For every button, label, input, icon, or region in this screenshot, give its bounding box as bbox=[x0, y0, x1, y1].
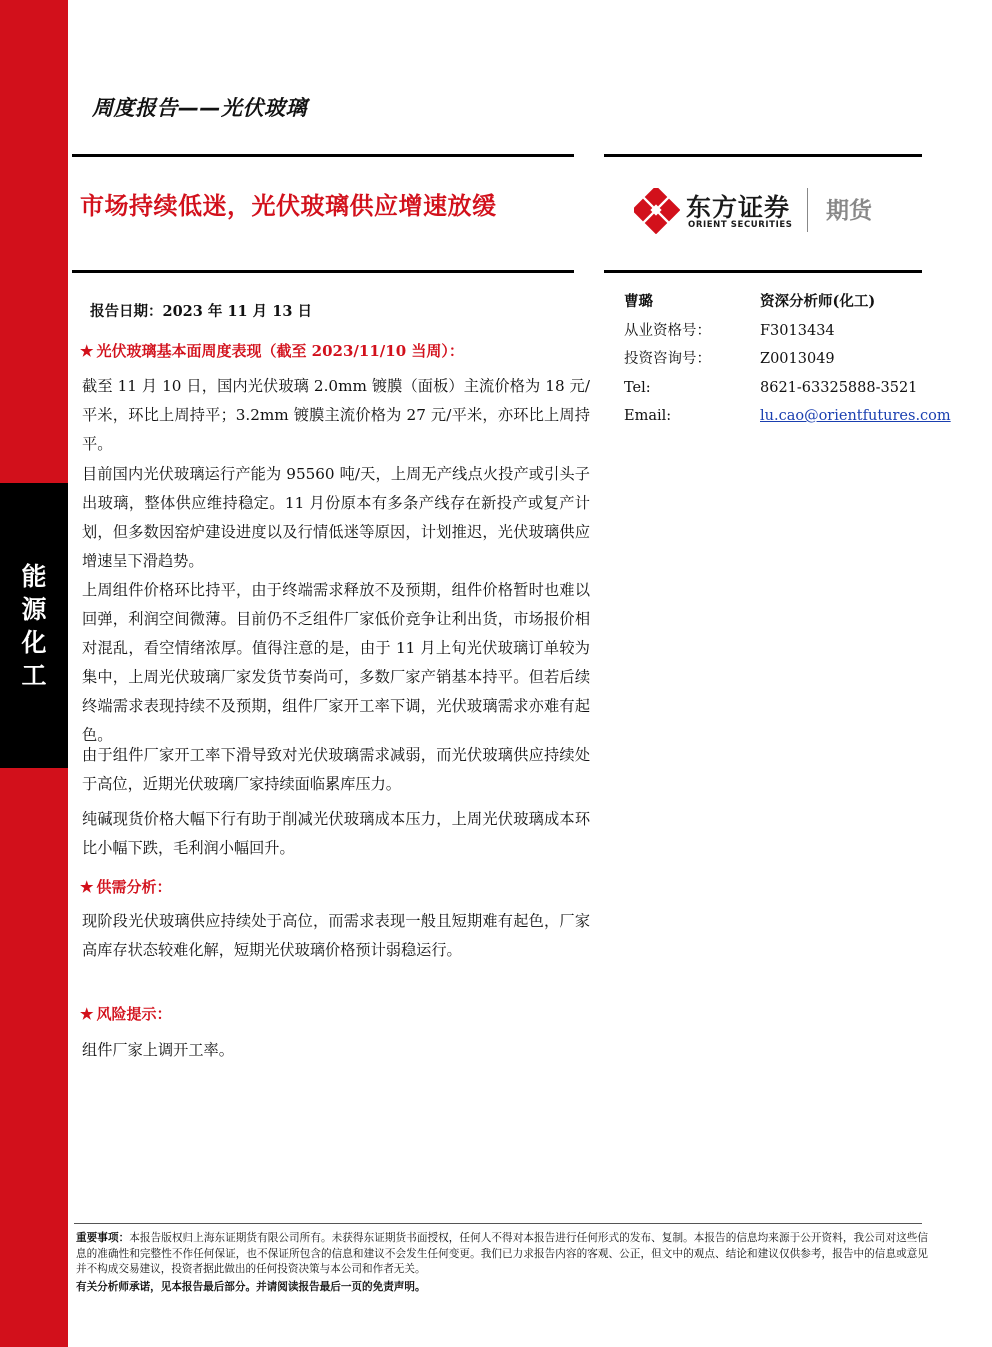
category-label bbox=[16, 560, 52, 692]
category-char: 化 bbox=[21, 628, 47, 657]
analyst-email-row bbox=[624, 402, 951, 431]
paragraph: 组件厂家上调开工率。 bbox=[82, 1041, 234, 1059]
email-link[interactable]: lu.cao@orientfutures.com bbox=[760, 408, 951, 424]
title-rule-bottom bbox=[72, 270, 574, 273]
star-icon: ★ bbox=[80, 342, 94, 360]
company-logo bbox=[632, 186, 892, 236]
disclaimer-label: 重要事项： bbox=[76, 1232, 130, 1244]
section-heading-text: 风险提示： bbox=[96, 1005, 172, 1023]
category-char: 源 bbox=[21, 595, 47, 624]
section-heading bbox=[80, 1003, 171, 1024]
disclaimer bbox=[76, 1231, 928, 1278]
license-value: F3013434 bbox=[760, 322, 835, 339]
logo-divider bbox=[807, 188, 808, 232]
analyst-tel-row bbox=[624, 374, 944, 403]
disclaimer-rule bbox=[74, 1223, 922, 1224]
orient-diamond-logo-icon bbox=[634, 188, 680, 234]
analyst-title: 资深分析师(化工) bbox=[760, 293, 876, 310]
analyst-license-row bbox=[624, 317, 944, 346]
tel-label: Tel: bbox=[624, 379, 651, 396]
paragraph: 目前国内光伏玻璃运行产能为 95560 吨/天，上周无产线点火投产或引头子出玻璃，整体供应维持稳定。11 月份原本有多条产线存在新投产或复产计划，但多数因窑炉建设进度以及行情低迷等原因，计划推迟，光伏玻璃供应增速呈下滑趋势。 bbox=[82, 465, 590, 570]
logo-cn-text: 东方证券 bbox=[686, 193, 791, 222]
section-heading bbox=[80, 340, 464, 361]
paragraph: 上周组件价格环比持平，由于终端需求释放不及预期，组件价格暂时也难以回弹，利润空间微薄。目前仍不乏组件厂家低价竞争让利出货，市场报价相对混乱，看空情绪浓厚。值得注意的是，由于 11 月上旬光伏玻璃订单较为集中，上周光伏玻璃厂家发货节奏尚可，多数厂家产销基本持平。但若后续终端需求表现持续不及预期，组件厂家开工率下调，光伏玻璃需求亦难有起色。 bbox=[82, 581, 590, 744]
logo-rule-bottom bbox=[604, 270, 922, 273]
analyst-info bbox=[624, 288, 951, 431]
license-label: 从业资格号： bbox=[624, 322, 711, 339]
paragraph: 纯碱现货价格大幅下行有助于削减光伏玻璃成本压力，上周光伏玻璃成本环比小幅下跌，毛利润小幅回升。 bbox=[82, 810, 590, 857]
paragraph: 截至 11 月 10 日，国内光伏玻璃 2.0mm 镀膜（面板）主流价格为 18 元/平米，环比上周持平；3.2mm 镀膜主流价格为 27 元/平米，亦环比上周持平。 bbox=[82, 377, 590, 453]
section-heading-text: 光伏玻璃基本面周度表现（截至 2023/11/10 当周）： bbox=[96, 342, 464, 360]
star-icon: ★ bbox=[80, 878, 94, 896]
analyst-name: 曹璐 bbox=[624, 293, 653, 310]
report-type: 周度报告——光伏玻璃 bbox=[92, 96, 307, 120]
section-heading-text: 供需分析： bbox=[96, 878, 172, 896]
section-heading bbox=[80, 876, 171, 897]
consult-value: Z0013049 bbox=[760, 351, 835, 367]
category-char: 工 bbox=[21, 661, 47, 690]
paragraph: 现阶段光伏玻璃供应持续处于高位，而需求表现一般且短期难有起色，厂家高库存状态较难化解，短期光伏玻璃价格预计弱稳运行。 bbox=[82, 912, 590, 959]
category-char: 能 bbox=[21, 562, 47, 591]
star-icon: ★ bbox=[80, 1005, 94, 1023]
title-rule-top bbox=[72, 154, 574, 157]
disclaimer-analyst-note: 有关分析师承诺，见本报告最后部分。并请阅读报告最后一页的免责声明。 bbox=[76, 1281, 426, 1293]
disclaimer-text: 本报告版权归上海东证期货有限公司所有。未获得东证期货书面授权，任何人不得对本报告进行任何形式的发布、复制。本报告的信息均来源于公开资料，我公司对这些信息的准确性和完整性不作任何保证，也不保证所包含的信息和建议不会发生任何变更。我们已力求报告内容的客观、公正，但文中的观点、结论和建议仅供参考，报告中的信息或意见并不构成交易建议，投资者据此做出的任何投资决策与本公司和作者无关。 bbox=[76, 1232, 929, 1275]
report-date: 报告日期：2023 年 11 月 13 日 bbox=[90, 303, 312, 320]
logo-futures-text: 期货 bbox=[826, 198, 872, 224]
analyst-name-row bbox=[624, 288, 944, 317]
logo-en-text: ORIENT SECURITIES bbox=[688, 220, 793, 230]
consult-label: 投资咨询号： bbox=[624, 351, 711, 367]
tel-value: 8621-63325888-3521 bbox=[760, 379, 918, 396]
page-title: 市场持续低迷，光伏玻璃供应增速放缓 bbox=[80, 192, 497, 220]
email-label: Email: bbox=[624, 408, 672, 424]
paragraph: 由于组件厂家开工率下滑导致对光伏玻璃需求减弱，而光伏玻璃供应持续处于高位，近期光伏玻璃厂家持续面临累库压力。 bbox=[82, 746, 590, 793]
logo-rule-top bbox=[604, 154, 922, 157]
analyst-consult-row bbox=[624, 345, 944, 374]
